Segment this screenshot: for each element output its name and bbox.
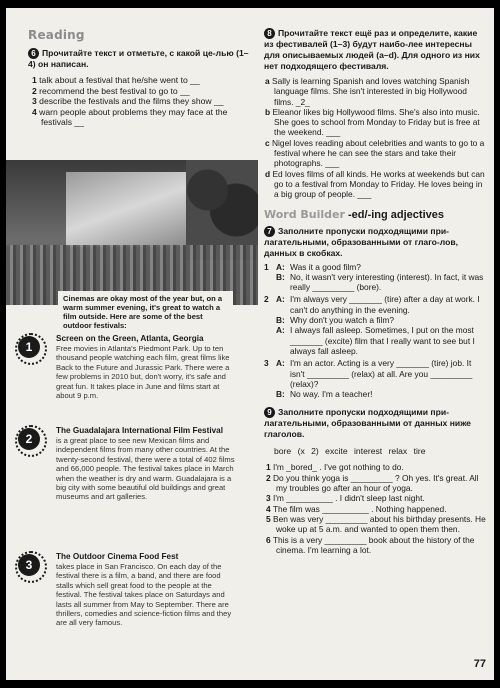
list-item: 6 This is a very _________ book about the history of the cinema. I'm learning a lot. bbox=[266, 534, 475, 555]
dialogue-line: B: No way. I'm a teacher! bbox=[276, 389, 373, 400]
list-item: 3 I'm __________ . I didn't sleep last night. bbox=[266, 493, 425, 504]
festival-2-body: is a great place to see new Mexican films and independent films from many other countries. At the twenty-second festival, there were a total of 402 films and 66,000 people. The festival takes place in March when the weather is dry and warm. Guadalajara is a big city with some beautiful old buildings and great museums and art galleries. bbox=[56, 436, 235, 502]
exercise-7-item-2: 2 A: I'm always very _______ (tire) after a day at work. I can't do anything in the evening. B: Why don't you watch a film? A: I always fall asleep. Sometimes, I put on the most _______ (excite) film that I really want to see but I always fall asleep. bbox=[264, 294, 486, 356]
list-item: d Ed loves films of all kinds. He works at weekends but can go to a festival from Monday to Friday. He loves being in a big group of people. ___ bbox=[265, 168, 485, 200]
dialogue-line: A: I'm always very _______ (tire) after a day at work. I can't do anything in the evening. bbox=[276, 294, 480, 315]
exercise-7-number: 7 bbox=[264, 226, 275, 237]
dialogue-line: A: I always fall asleep. Sometimes, I put on the most _______ (excite) film that I really want to see but I always fall asleep. bbox=[276, 325, 475, 356]
list-item: 4 The film was __________ . Nothing happened. bbox=[266, 503, 447, 514]
list-item: 3 describe the festivals and the films they show __ bbox=[32, 96, 224, 107]
festival-2-marker: 2 bbox=[18, 428, 40, 450]
exercise-8-instruction: 8 Прочитайте текст ещё раз и определите, какие из фестивалей (1–3) будут наибо-лее интересны для описываемых людей (a–d). Для одного из них нет подходящего фестиваля. bbox=[264, 28, 480, 71]
list-item: 4 warn people about problems they may face at the festivals __ bbox=[32, 106, 228, 128]
exercise-8-number: 8 bbox=[264, 28, 275, 39]
exercise-7-item-3: 3 A: I'm an actor. Acting is a very _______ (tire) job. It isn't _________ (relax) at all. Are you _________ (relax)? B: No way. I'm a teacher! bbox=[264, 358, 486, 399]
festival-3-marker: 3 bbox=[18, 554, 40, 576]
list-item: 5 Ben was very _________ about his birthday presents. He woke up at 5 a.m. and wanted to open them then. bbox=[266, 513, 486, 535]
list-item: a Sally is learning Spanish and loves watching Spanish language films. She isn't interested in big Hollywood films. _2_ bbox=[265, 76, 470, 107]
dialogue-line: B: Why don't you watch a film? bbox=[276, 315, 395, 326]
exercise-6-number: 6 bbox=[28, 48, 39, 59]
exercise-7-item-1: 1 A: Was it a good film? B: No, it wasn't very interesting (interest). In fact, it was really _________ (bore). bbox=[264, 262, 486, 293]
festival-1-title: Screen on the Green, Atlanta, Georgia bbox=[56, 334, 204, 343]
festival-3-body: takes place in San Francisco. On each day of the festival there is a film, a band, and there are food stalls which sell great food to the people at the festival. The festival takes place on Saturdays and lasts all summer from May to September. There are thrillers, comedies and science-fiction films and they are all very famous. bbox=[56, 562, 232, 628]
list-item: 1 I'm _bored_ . I've got nothing to do. bbox=[266, 462, 404, 473]
list-item: 2 recommend the best festival to go to __ bbox=[32, 85, 190, 96]
list-item: 1 talk about a festival that he/she went to __ bbox=[32, 75, 200, 85]
right-column bbox=[264, 28, 486, 555]
exercise-7-instruction: 7 Заполните пропуски подходящими при-лагательными, образованными от глаго-лов, данных в скобках. bbox=[264, 225, 459, 258]
exercise-6-items bbox=[28, 75, 250, 128]
exercise-9-instruction: 9 Заполните пропуски подходящими при-лагательными, образованными от данных ниже глаголов. bbox=[264, 407, 471, 440]
festival-1-body: Free movies in Atlanta's Piedmont Park. Up to ten thousand people watching each film, great films like Back to the Future and Jurassic Park. There were a few problems in 2010 but, don't worry, it's safe and great fun. It takes place in June and films start at about 9 p.m. bbox=[56, 344, 230, 401]
list-item: c Nigel loves reading about celebrities and wants to go to a festival where he can see the stars and take their photographs. ___ bbox=[265, 137, 485, 169]
festival-3 bbox=[56, 552, 238, 628]
festival-3-title: The Outdoor Cinema Food Fest bbox=[56, 552, 179, 561]
photo-caption: Cinemas are okay most of the year but, on a warm summer evening, it's great to watch a film outside. Here are some of the best outdoor festivals: bbox=[58, 291, 233, 333]
word-builder-title: Word Builder -ed/-ing adjectives bbox=[264, 207, 444, 221]
exercise-6-instruction: 6 Прочитайте текст и отметьте, с какой це-лью (1–4) он написан. bbox=[28, 48, 249, 69]
page-number: 77 bbox=[473, 658, 486, 670]
list-item: b Eleanor likes big Hollywood films. She's also into music. She goes to school from Monday to Friday but is free at the weekend. ___ bbox=[265, 106, 480, 138]
word-box: bore (x 2) excite interest relax tire bbox=[274, 446, 426, 457]
reading-section-title: Reading bbox=[28, 28, 85, 42]
list-item: 2 Do you think yoga is _________ ? Oh yes. It's great. All my troubles go after an hour of yoga. bbox=[266, 472, 479, 494]
workbook-page bbox=[6, 8, 494, 680]
left-column bbox=[28, 28, 250, 128]
cinema-screen bbox=[66, 172, 186, 247]
festival-1 bbox=[56, 334, 238, 400]
dialogue-line: B: No, it wasn't very interesting (interest). In fact, it was really _________ (bore). bbox=[276, 271, 484, 293]
dialogue-line: A: Was it a good film? bbox=[276, 261, 361, 272]
festival-2-title: The Guadalajara International Film Festival bbox=[56, 426, 223, 435]
dialogue-line: A: I'm an actor. Acting is a very _______ (tire) job. It isn't _________ (relax) at all. Are you _________ (relax)? bbox=[276, 358, 473, 389]
festival-1-marker: 1 bbox=[18, 336, 40, 358]
outdoor-cinema-photo bbox=[6, 160, 258, 305]
festival-2 bbox=[56, 426, 238, 502]
exercise-9-number: 9 bbox=[264, 407, 275, 418]
